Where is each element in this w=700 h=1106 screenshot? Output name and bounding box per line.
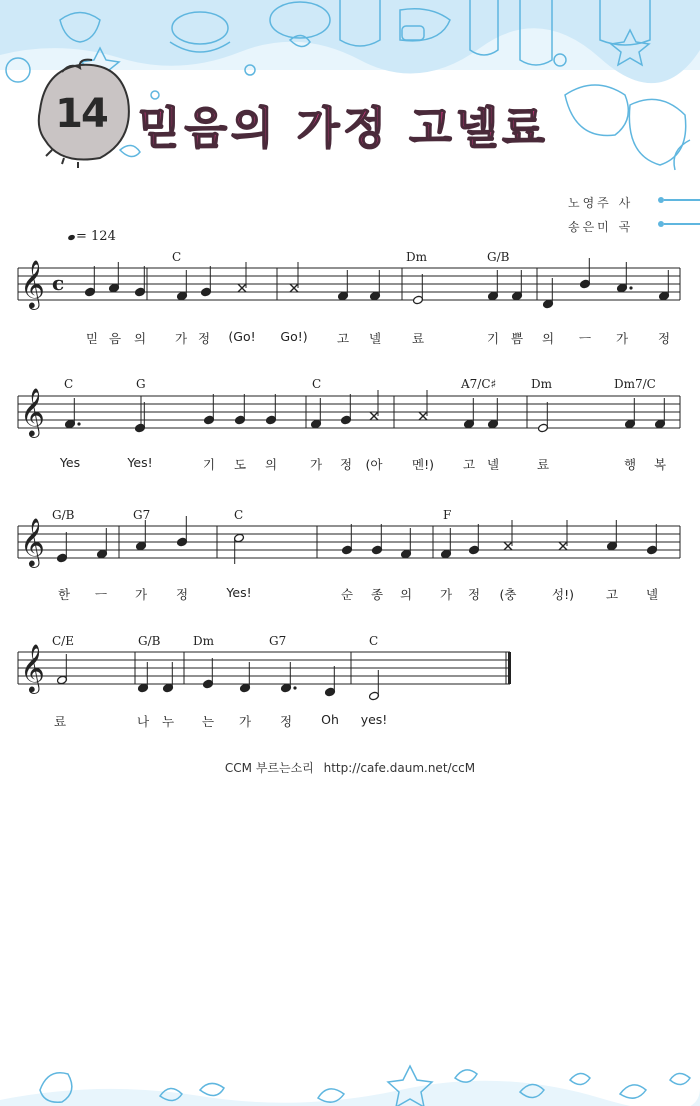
chord-symbol: Dm (193, 634, 214, 648)
chord-symbol: G/B (52, 508, 75, 522)
lyric-syllable: 고 (336, 331, 350, 346)
x-note-head (238, 284, 246, 292)
lyric-syllable: 가 (309, 457, 323, 472)
bottom-shells-illustration (0, 1030, 700, 1106)
footer-credit (0, 759, 700, 776)
lyric-syllable: 의 (541, 331, 555, 346)
treble-clef-icon: 𝄞 (20, 517, 45, 566)
footer-url: http://cafe.daum.net/ccM (323, 761, 476, 775)
treble-clef-icon: 𝄞 (20, 643, 45, 692)
lyric-syllable: 의 (264, 457, 278, 472)
lyric-syllable: (Go! (228, 329, 256, 344)
lyric-syllable: 기 (486, 331, 500, 346)
augmentation-dot (77, 422, 80, 425)
footer-label: CCM 부르는소리 (224, 761, 314, 775)
chord-symbol: Dm (406, 250, 427, 264)
chord-symbol: A7/C♯ (461, 377, 497, 391)
x-note-head (419, 412, 427, 420)
lyric-syllable: 가 (238, 714, 252, 729)
chord-symbol: C (64, 377, 74, 391)
augmentation-dot (629, 286, 632, 289)
lyric-syllable: 료 (53, 714, 67, 729)
lyric-syllable: 의 (399, 587, 413, 602)
lyric-syllable: 가 (615, 331, 629, 346)
lyric-syllable: Yes! (226, 585, 252, 600)
lyric-syllable: 기 (202, 457, 216, 472)
chord-symbol: C/E (52, 634, 74, 648)
lyric-syllable: Oh (321, 712, 339, 727)
lyric-syllable: 료 (536, 457, 550, 472)
lyric-syllable: ㅡ (578, 331, 592, 346)
chord-symbol: C (312, 377, 322, 391)
chord-symbol: Dm7/C (614, 377, 656, 391)
chord-symbol: G7 (133, 508, 151, 522)
chord-symbol: G7 (269, 634, 287, 648)
lyric-syllable: Go!) (280, 329, 308, 344)
lyric-syllable: 행 (623, 457, 637, 472)
lyric-syllable: 한 (57, 587, 71, 602)
treble-clef-icon: 𝄞 (20, 259, 45, 308)
lyric-syllable: 넬 (368, 331, 382, 346)
lyric-syllable: ㅡ (94, 587, 108, 602)
lyric-syllable: 고 (605, 587, 619, 602)
common-time-icon: c (52, 271, 65, 295)
x-note-head (559, 542, 567, 550)
composer-credit: 송은미 곡 (568, 220, 634, 234)
chord-symbol: C (369, 634, 379, 648)
chord-symbol: G/B (138, 634, 161, 648)
lyric-syllable: 쁨 (510, 331, 524, 346)
tempo-value: = 124 (76, 229, 116, 244)
lyric-syllable: 종 (370, 587, 384, 602)
x-note-head (370, 412, 378, 420)
lyric-syllable: 나 (136, 714, 150, 729)
lyric-syllable: 정 (279, 714, 293, 729)
lyric-syllable: 순 (340, 587, 354, 602)
chord-symbol: G (136, 377, 146, 391)
lyric-syllable: 음 (108, 331, 122, 346)
lyric-syllable: 복 (653, 457, 667, 472)
lyric-syllable: 가 (439, 587, 453, 602)
chord-symbol: F (443, 508, 452, 522)
x-note-head (290, 284, 298, 292)
lyric-syllable: 료 (411, 331, 425, 346)
lyricist-credit: 노영주 사 (568, 196, 634, 210)
lyric-syllable: 넬 (645, 587, 659, 602)
augmentation-dot (293, 686, 296, 689)
lyric-syllable: 정 (197, 331, 211, 346)
lyric-syllable: 성!) (552, 587, 574, 602)
treble-clef-icon: 𝄞 (20, 387, 45, 436)
lyric-syllable: 정 (175, 587, 189, 602)
lyric-syllable: 믿 (85, 331, 99, 346)
lyric-syllable: yes! (360, 712, 388, 727)
lyric-syllable: 정 (657, 331, 671, 346)
final-barline-thick (508, 652, 511, 684)
chord-symbol: Dm (531, 377, 552, 391)
lyric-syllable: 는 (201, 714, 215, 729)
lyric-syllable: Yes! (127, 455, 153, 470)
chord-symbol: C (172, 250, 182, 264)
chord-symbol: G/B (487, 250, 510, 264)
lyric-syllable: 의 (133, 331, 147, 346)
lyric-syllable: (충 (499, 587, 517, 602)
lyric-syllable: 정 (467, 587, 481, 602)
lyric-syllable: (아 (365, 457, 383, 472)
song-title: 믿음의 가정 고넬료 (138, 103, 549, 154)
chord-symbol: C (234, 508, 244, 522)
lyric-syllable: 가 (174, 331, 188, 346)
x-note-head (504, 542, 512, 550)
lyric-syllable: 정 (339, 457, 353, 472)
lyric-syllable: Yes (59, 455, 81, 470)
lyric-syllable: 누 (161, 714, 175, 729)
lyric-syllable: 넬 (486, 457, 500, 472)
lyric-syllable: 고 (462, 457, 476, 472)
lyric-syllable: 도 (233, 457, 247, 472)
song-number: 14 (55, 91, 107, 137)
lyric-syllable: 가 (134, 587, 148, 602)
lyric-syllable: 멘!) (412, 457, 434, 472)
